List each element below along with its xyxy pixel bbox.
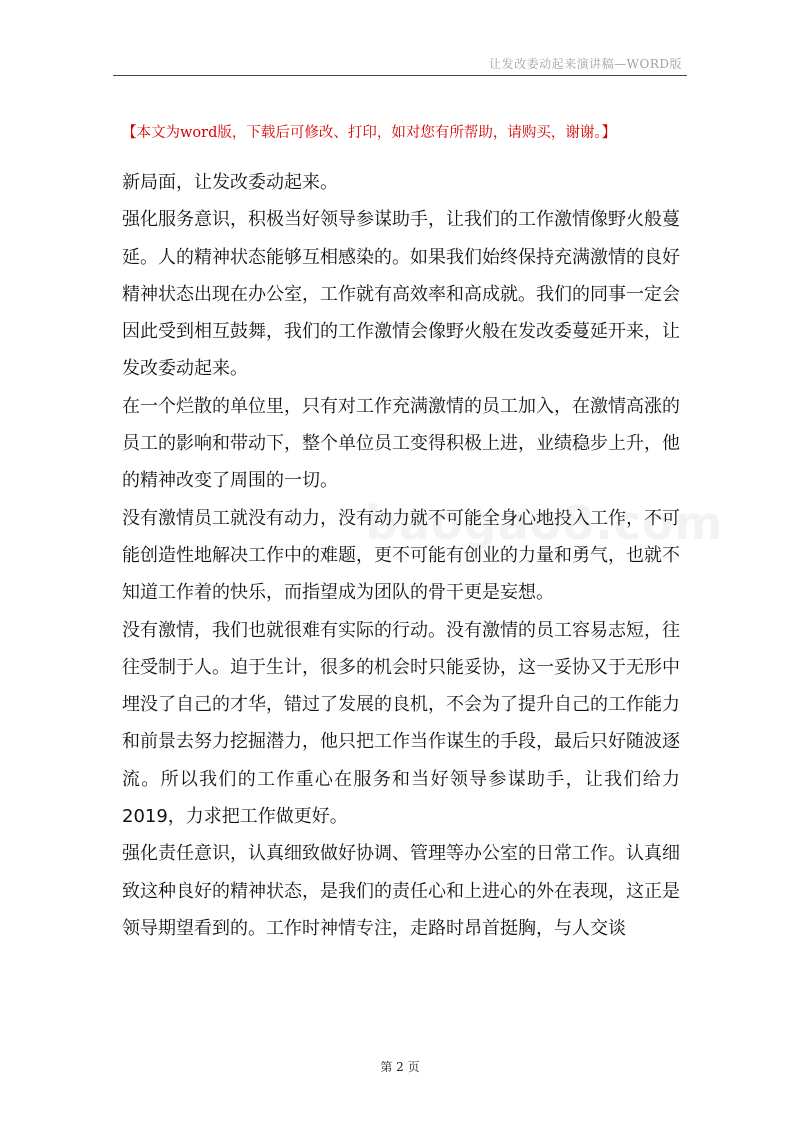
paragraph-1: 新局面，让发改委动起来。 [122, 172, 338, 193]
page-number: 第 2 页 [380, 1060, 420, 1074]
header-title: 让发改委动起来演讲稿—WORD版 [489, 57, 682, 71]
paragraph-5: 没有激情，我们也就很难有实际的行动。没有激情的员工容易志短，往往受制于人。迫于生计，很多的机会时只能妥协，这一妥协又于无形中埋没了自己的才华，错过了发展的良机，不会为了提升自己的工作能力和前景去努力挖掘潜力，他只把工作当作谋生的手段，最后只好随波逐流。所以我们的工作重心在服务和当好领导参谋助手，让我们给力2019，力求把工作做更好。 [122, 619, 680, 828]
paragraph-4: 没有激情员工就没有动力，没有动力就不可能全身心地投入工作，不可能创造性地解决工作中的难题，更不可能有创业的力量和勇气，也就不知道工作着的快乐，而指望成为团队的骨干更是妄想。 [122, 507, 680, 604]
paragraph-2: 强化服务意识，积极当好领导参谋助手，让我们的工作激情像野火般蔓延。人的精神状态能够互相感染的。如果我们始终保持充满激情的良好精神状态出现在办公室，工作就有高效率和高成就。我们的同事一定会因此受到相互鼓舞，我们的工作激情会像野火般在发改委蔓延开来，让发改委动起来。 [122, 209, 680, 380]
document-body [122, 164, 680, 947]
header-divider [113, 75, 687, 76]
paragraph-6: 强化责任意识，认真细致做好协调、管理等办公室的日常工作。认真细致这种良好的精神状态，是我们的责任心和上进心的外在表现，这正是领导期望看到的。工作时神情专注，走路时昂首挺胸，与人交谈 [122, 843, 680, 939]
download-notice: 【本文为word版，下载后可修改、打印，如对您有所帮助，请购买，谢谢。】 [122, 125, 617, 141]
paragraph-3: 在一个烂散的单位里，只有对工作充满激情的员工加入，在激情高涨的员工的影响和带动下，整个单位员工变得积极上进，业绩稳步上升，他的精神改变了周围的一切。 [122, 395, 680, 492]
